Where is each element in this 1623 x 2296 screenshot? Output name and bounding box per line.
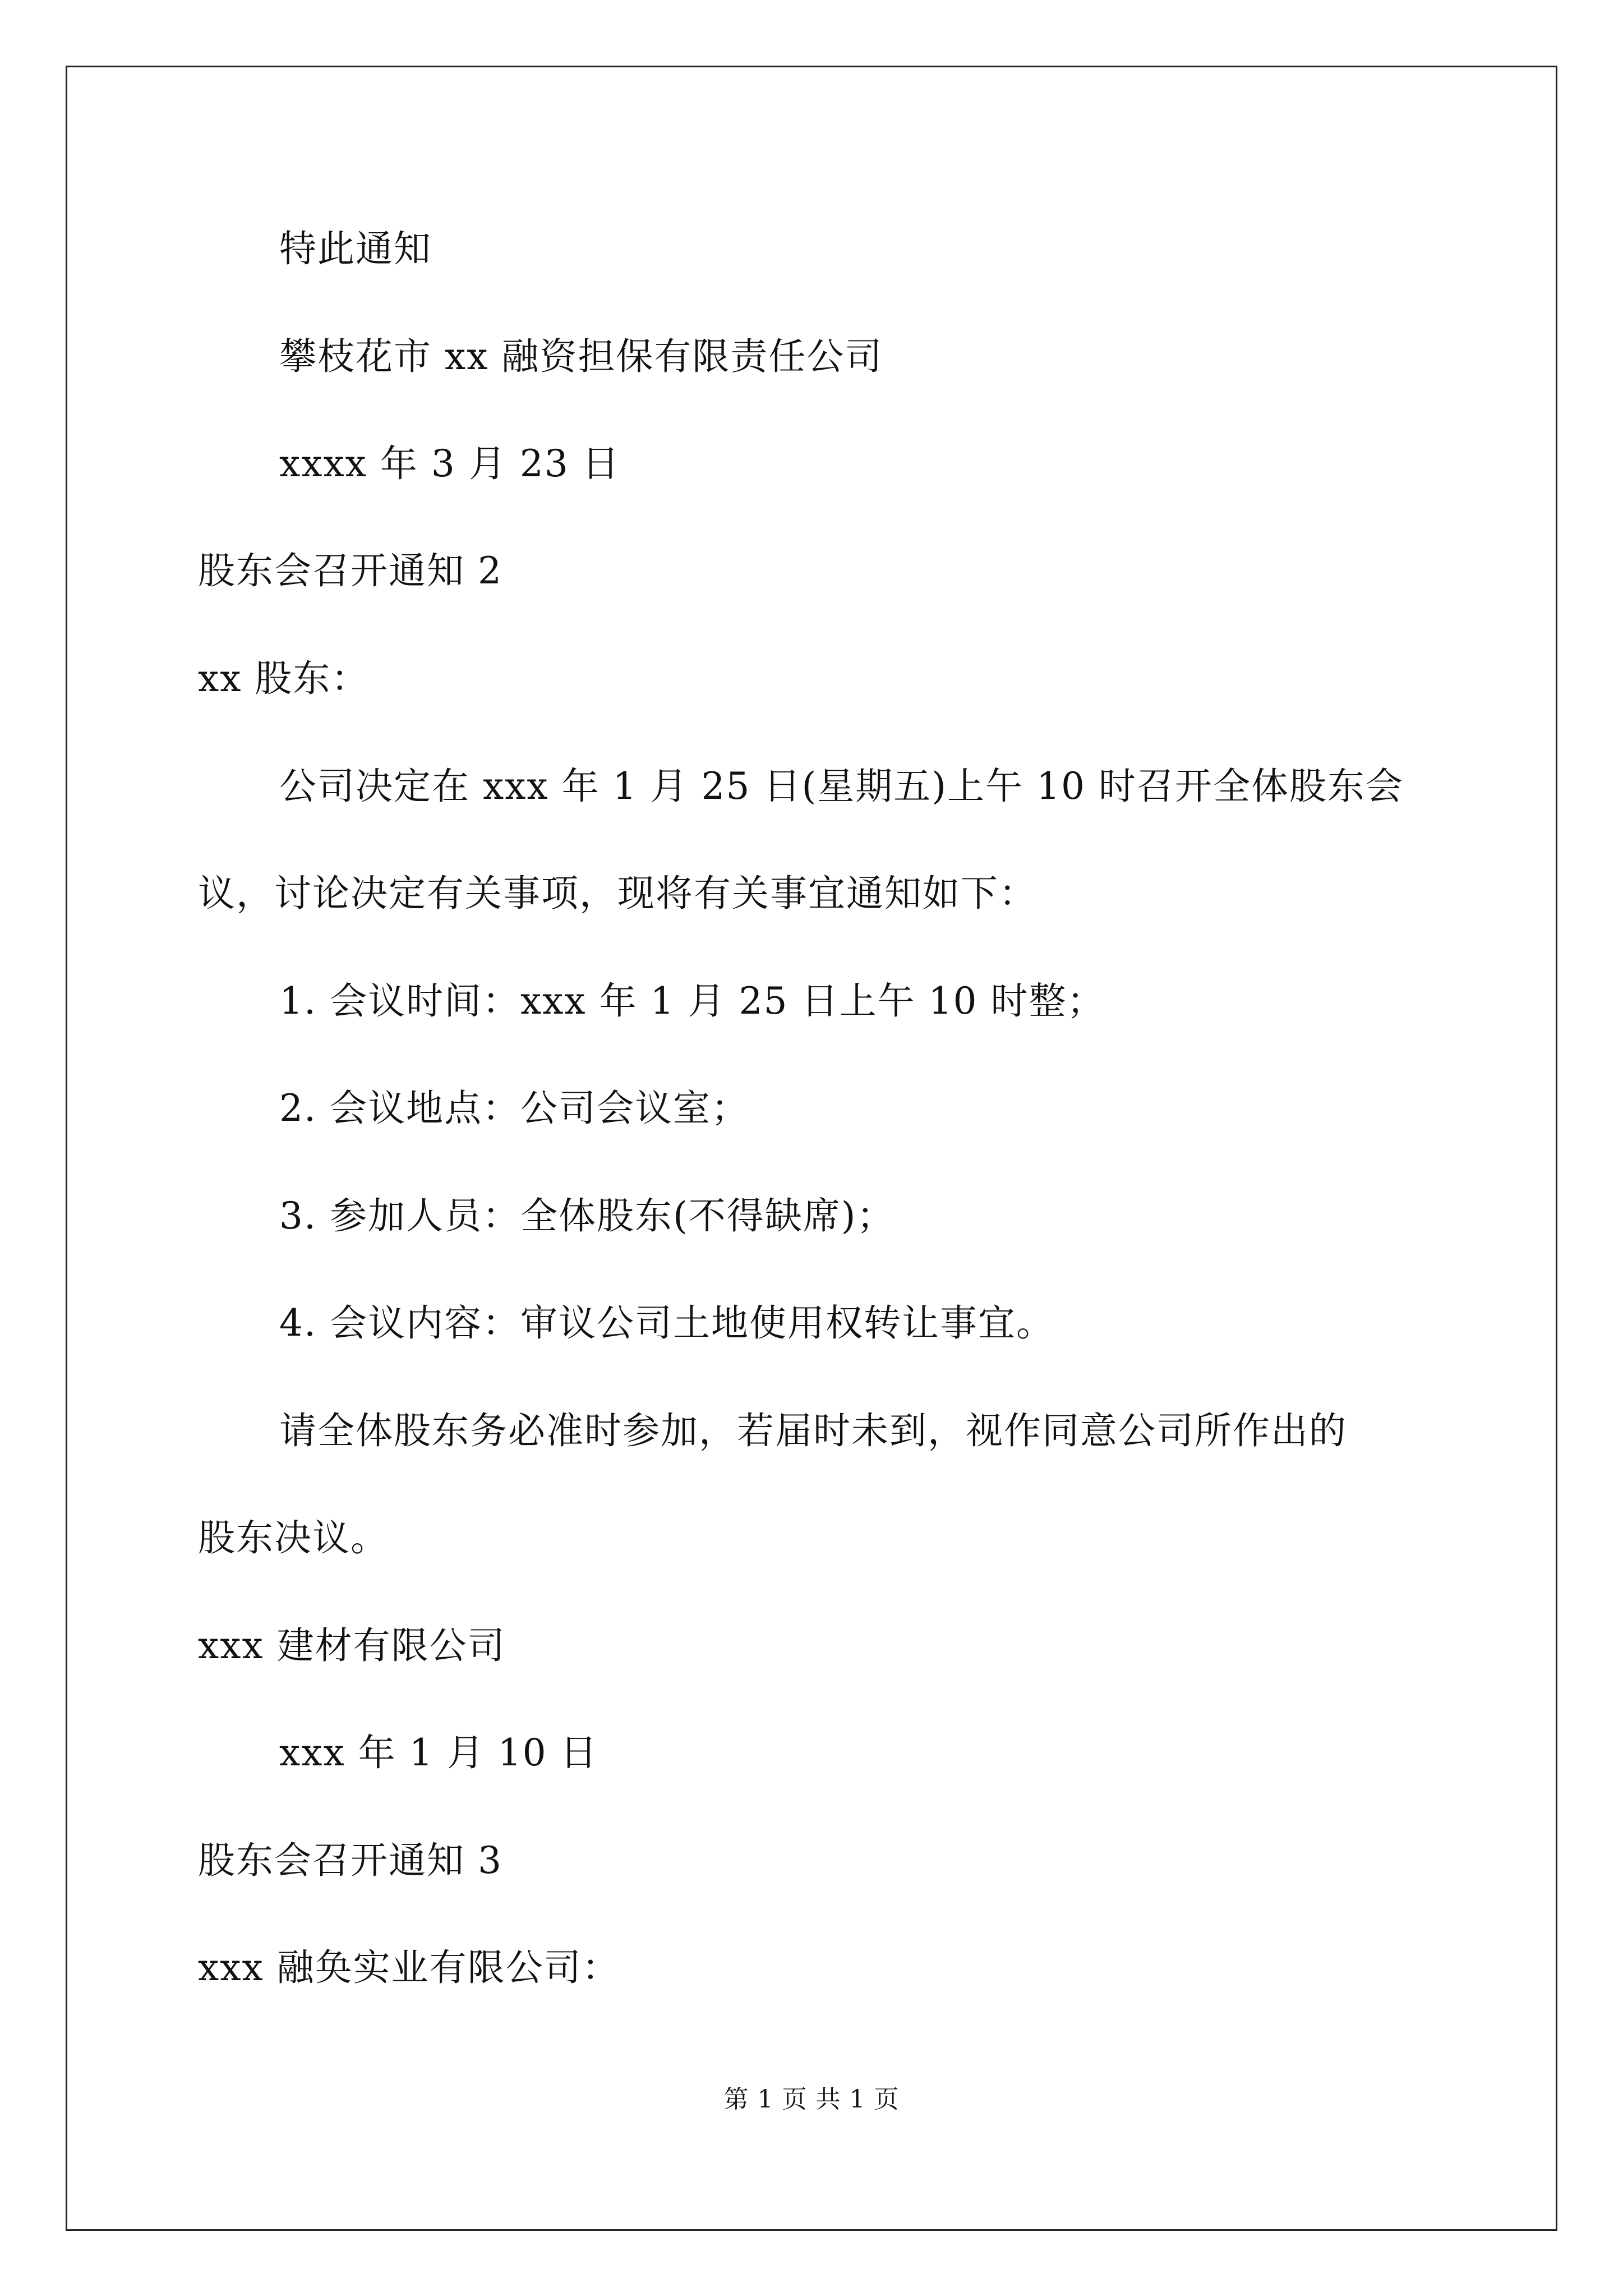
list-item-time: 1. 会议时间：xxx 年 1 月 25 日上午 10 时整；: [279, 979, 1105, 1023]
issue-date: xxxx 年 3 月 23 日: [279, 442, 620, 485]
page-number-footer: 第 1 页 共 1 页: [723, 2085, 900, 2114]
signature-company: xxx 建材有限公司: [198, 1624, 506, 1667]
list-item-location: 2. 会议地点：公司会议室；: [279, 1087, 749, 1130]
paragraph-line: 请全体股东务必准时参加，若届时未到，视作同意公司所作出的: [279, 1409, 1347, 1452]
issuer-company: 攀枝花市 xx 融资担保有限责任公司: [279, 335, 883, 378]
list-item-attendees: 3. 参加人员：全体股东(不得缺席)；: [279, 1194, 895, 1237]
paragraph-line: 股东决议。: [198, 1516, 389, 1559]
signature-date: xxx 年 1 月 10 日: [279, 1731, 598, 1774]
recipient-company: xxx 融奂实业有限公司：: [198, 1946, 620, 1989]
section-heading-2: 股东会召开通知 2: [198, 549, 502, 592]
section-heading-3: 股东会召开通知 3: [198, 1839, 502, 1882]
paragraph-line: 公司决定在 xxx 年 1 月 25 日(星期五)上午 10 时召开全体股东会: [279, 765, 1404, 808]
list-item-content: 4. 会议内容：审议公司土地使用权转让事宜。: [279, 1301, 1054, 1345]
salutation-shareholders: xx 股东：: [198, 657, 370, 700]
paragraph-line: 议，讨论决定有关事项，现将有关事宜通知如下：: [198, 872, 1037, 915]
closing-notice: 特此通知: [279, 227, 432, 270]
page-border: [66, 66, 1557, 2231]
